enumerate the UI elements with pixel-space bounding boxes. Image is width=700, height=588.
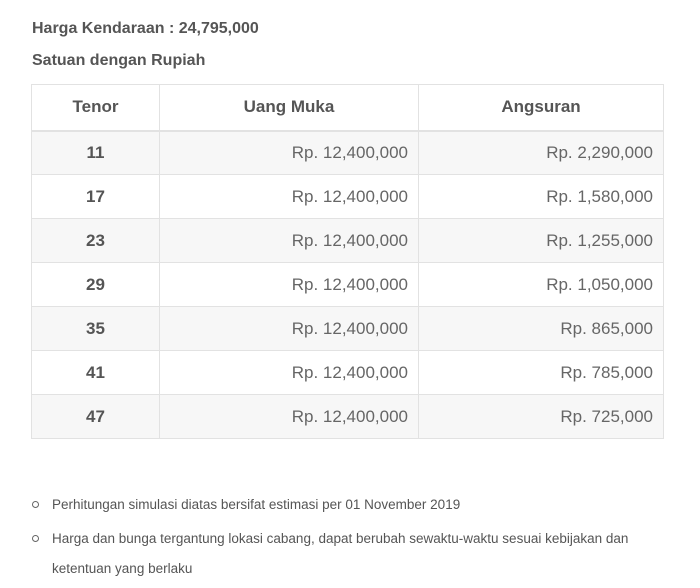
- down-payment-cell: Rp. 12,400,000: [160, 351, 419, 395]
- list-item: [32, 490, 652, 520]
- down-payment-cell: Rp. 12,400,000: [160, 307, 419, 351]
- circle-bullet-icon: [32, 501, 39, 508]
- tenor-cell: 41: [32, 351, 160, 395]
- down-payment-cell: Rp. 12,400,000: [160, 263, 419, 307]
- tenor-cell: 11: [32, 131, 160, 175]
- installment-cell: Rp. 2,290,000: [419, 131, 664, 175]
- tenor-cell: 23: [32, 219, 160, 263]
- currency-unit-heading: Satuan dengan Rupiah: [32, 52, 206, 69]
- table-row: [32, 175, 664, 219]
- table-row: [32, 131, 664, 175]
- table-row: [32, 395, 664, 439]
- column-header-tenor: Tenor: [32, 85, 160, 131]
- installment-cell: Rp. 1,050,000: [419, 263, 664, 307]
- list-item: [32, 524, 652, 584]
- column-header-uang-muka: Uang Muka: [160, 85, 419, 131]
- tenor-cell: 29: [32, 263, 160, 307]
- table-header-row: [32, 85, 664, 131]
- note-text: Harga dan bunga tergantung lokasi cabang, dapat berubah sewaktu-waktu sesuai kebijakan dan ketentuan yang berlaku: [52, 531, 629, 576]
- down-payment-cell: Rp. 12,400,000: [160, 219, 419, 263]
- down-payment-cell: Rp. 12,400,000: [160, 395, 419, 439]
- installment-cell: Rp. 725,000: [419, 395, 664, 439]
- disclaimer-notes-list: [32, 490, 652, 588]
- vehicle-price-heading: Harga Kendaraan : 24,795,000: [32, 20, 259, 37]
- installment-cell: Rp. 1,580,000: [419, 175, 664, 219]
- installment-cell: Rp. 785,000: [419, 351, 664, 395]
- tenor-cell: 47: [32, 395, 160, 439]
- tenor-cell: 17: [32, 175, 160, 219]
- note-text: Perhitungan simulasi diatas bersifat estimasi per 01 November 2019: [52, 497, 461, 512]
- table-row: [32, 219, 664, 263]
- tenor-cell: 35: [32, 307, 160, 351]
- circle-bullet-icon: [32, 535, 39, 542]
- down-payment-cell: Rp. 12,400,000: [160, 175, 419, 219]
- table-row: [32, 351, 664, 395]
- column-header-angsuran: Angsuran: [419, 85, 664, 131]
- table-row: [32, 307, 664, 351]
- table-row: [32, 263, 664, 307]
- installment-simulation-table: [31, 84, 664, 439]
- installment-cell: Rp. 1,255,000: [419, 219, 664, 263]
- installment-cell: Rp. 865,000: [419, 307, 664, 351]
- down-payment-cell: Rp. 12,400,000: [160, 131, 419, 175]
